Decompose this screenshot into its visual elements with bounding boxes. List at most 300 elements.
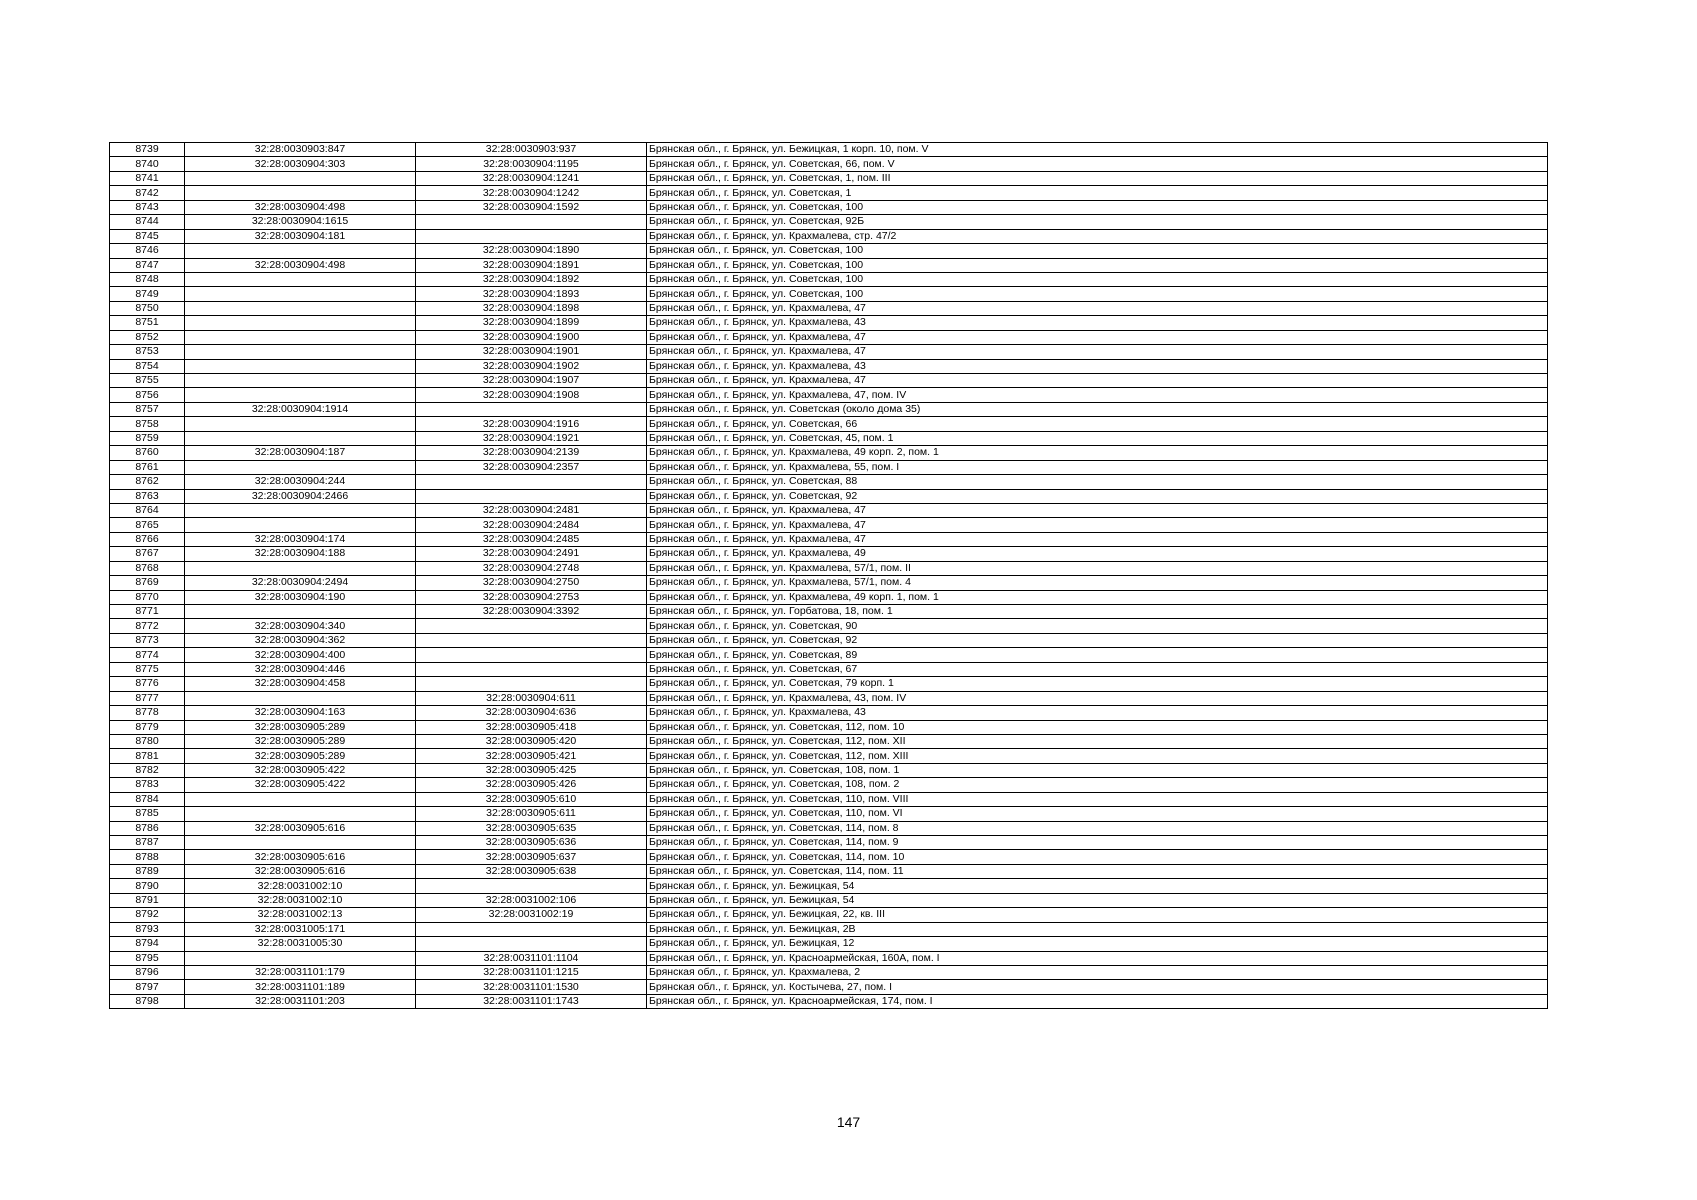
table-row [110,792,1548,806]
row-number-cell: 8750 [110,301,185,315]
cadastral-number-cell: 32:28:0031002:19 [416,908,647,922]
table-row [110,402,1548,416]
table-row [110,908,1548,922]
cadastral-number-cell: 32:28:0030904:1901 [416,345,647,359]
address-cell: Брянская обл., г. Брянск, ул. Советская, 92 [647,633,1548,647]
cadastral-parent-cell: 32:28:0030904:188 [185,547,416,561]
table-row [110,821,1548,835]
table-row [110,605,1548,619]
cadastral-number-cell: 32:28:0030904:1898 [416,301,647,315]
table-row [110,893,1548,907]
row-number-cell: 8792 [110,908,185,922]
row-number-cell: 8746 [110,244,185,258]
table-row [110,532,1548,546]
cadastral-parent-cell [185,431,416,445]
cadastral-parent-cell: 32:28:0030904:498 [185,200,416,214]
cadastral-number-cell [416,489,647,503]
cadastral-parent-cell: 32:28:0030904:244 [185,475,416,489]
table-row [110,244,1548,258]
row-number-cell: 8794 [110,937,185,951]
row-number-cell: 8790 [110,879,185,893]
table-row [110,157,1548,171]
address-cell: Брянская обл., г. Брянск, ул. Советская, 114, пом. 11 [647,864,1548,878]
address-cell: Брянская обл., г. Брянск, ул. Крахмалева, 49 корп. 2, пом. 1 [647,446,1548,460]
cadastral-number-cell [416,662,647,676]
address-cell: Брянская обл., г. Брянск, ул. Советская, 100 [647,244,1548,258]
cadastral-parent-cell [185,388,416,402]
table-row [110,951,1548,965]
address-cell: Брянская обл., г. Брянск, ул. Советская, 88 [647,475,1548,489]
cadastral-parent-cell: 32:28:0031002:10 [185,879,416,893]
table-row [110,287,1548,301]
row-number-cell: 8781 [110,749,185,763]
row-number-cell: 8747 [110,258,185,272]
address-cell: Брянская обл., г. Брянск, ул. Советская, 112, пом. 10 [647,720,1548,734]
row-number-cell: 8783 [110,778,185,792]
cadastral-number-cell: 32:28:0031101:1215 [416,965,647,979]
row-number-cell: 8744 [110,215,185,229]
address-cell: Брянская обл., г. Брянск, ул. Горбатова, 18, пом. 1 [647,605,1548,619]
cadastral-parent-cell: 32:28:0030905:422 [185,778,416,792]
address-cell: Брянская обл., г. Брянск, ул. Красноармейская, 160А, пом. I [647,951,1548,965]
registry-table-body [110,143,1548,1009]
row-number-cell: 8768 [110,561,185,575]
cadastral-parent-cell: 32:28:0030904:362 [185,633,416,647]
cadastral-parent-cell [185,460,416,474]
cadastral-parent-cell [185,503,416,517]
table-row [110,272,1548,286]
row-number-cell: 8795 [110,951,185,965]
address-cell: Брянская обл., г. Брянск, ул. Крахмалева, 55, пом. I [647,460,1548,474]
address-cell: Брянская обл., г. Брянск, ул. Бежицкая, 54 [647,879,1548,893]
row-number-cell: 8756 [110,388,185,402]
address-cell: Брянская обл., г. Брянск, ул. Бежицкая, 12 [647,937,1548,951]
row-number-cell: 8759 [110,431,185,445]
row-number-cell: 8797 [110,980,185,994]
cadastral-parent-cell [185,244,416,258]
cadastral-number-cell: 32:28:0030904:2139 [416,446,647,460]
table-row [110,648,1548,662]
address-cell: Брянская обл., г. Брянск, ул. Советская, 108, пом. 2 [647,778,1548,792]
row-number-cell: 8796 [110,965,185,979]
row-number-cell: 8780 [110,734,185,748]
table-row [110,734,1548,748]
table-row [110,965,1548,979]
cadastral-parent-cell [185,316,416,330]
cadastral-number-cell: 32:28:0030903:937 [416,143,647,157]
row-number-cell: 8767 [110,547,185,561]
cadastral-number-cell: 32:28:0030905:420 [416,734,647,748]
cadastral-parent-cell: 32:28:0030903:847 [185,143,416,157]
address-cell: Брянская обл., г. Брянск, ул. Советская, 79 корп. 1 [647,677,1548,691]
page-number: 147 [836,1114,861,1130]
row-number-cell: 8752 [110,330,185,344]
cadastral-parent-cell: 32:28:0030905:289 [185,734,416,748]
cadastral-number-cell: 32:28:0031002:106 [416,893,647,907]
row-number-cell: 8772 [110,619,185,633]
row-number-cell: 8764 [110,503,185,517]
cadastral-number-cell [416,475,647,489]
cadastral-parent-cell: 32:28:0030904:498 [185,258,416,272]
row-number-cell: 8758 [110,417,185,431]
row-number-cell: 8774 [110,648,185,662]
cadastral-parent-cell: 32:28:0030904:400 [185,648,416,662]
cadastral-number-cell [416,229,647,243]
row-number-cell: 8753 [110,345,185,359]
address-cell: Брянская обл., г. Брянск, ул. Советская, 89 [647,648,1548,662]
table-row [110,691,1548,705]
address-cell: Брянская обл., г. Брянск, ул. Костычева, 27, пом. I [647,980,1548,994]
address-cell: Брянская обл., г. Брянск, ул. Крахмалева, 43 [647,359,1548,373]
cadastral-parent-cell [185,417,416,431]
address-cell: Брянская обл., г. Брянск, ул. Крахмалева, 43 [647,316,1548,330]
table-row [110,633,1548,647]
registry-sheet [109,142,1547,1009]
cadastral-number-cell: 32:28:0030905:636 [416,836,647,850]
address-cell: Брянская обл., г. Брянск, ул. Советская, 66 [647,417,1548,431]
address-cell: Брянская обл., г. Брянск, ул. Крахмалева, 2 [647,965,1548,979]
row-number-cell: 8749 [110,287,185,301]
table-row [110,431,1548,445]
table-row [110,547,1548,561]
row-number-cell: 8741 [110,171,185,185]
cadastral-number-cell: 32:28:0030904:1899 [416,316,647,330]
table-row [110,807,1548,821]
cadastral-parent-cell [185,171,416,185]
cadastral-parent-cell: 32:28:0031101:203 [185,994,416,1008]
table-row [110,576,1548,590]
row-number-cell: 8789 [110,864,185,878]
cadastral-number-cell: 32:28:0030904:1921 [416,431,647,445]
table-row [110,374,1548,388]
address-cell: Брянская обл., г. Брянск, ул. Советская, 1 [647,186,1548,200]
table-row [110,850,1548,864]
cadastral-number-cell: 32:28:0030904:1890 [416,244,647,258]
row-number-cell: 8782 [110,763,185,777]
address-cell: Брянская обл., г. Брянск, ул. Крахмалева, 47 [647,532,1548,546]
table-row [110,489,1548,503]
table-row [110,864,1548,878]
row-number-cell: 8787 [110,836,185,850]
address-cell: Брянская обл., г. Брянск, ул. Советская, 114, пом. 10 [647,850,1548,864]
address-cell: Брянская обл., г. Брянск, ул. Крахмалева, стр. 47/2 [647,229,1548,243]
cadastral-parent-cell: 32:28:0030904:2466 [185,489,416,503]
cadastral-parent-cell: 32:28:0030905:289 [185,749,416,763]
row-number-cell: 8766 [110,532,185,546]
cadastral-number-cell: 32:28:0030905:421 [416,749,647,763]
address-cell: Брянская обл., г. Брянск, ул. Крахмалева, 47 [647,301,1548,315]
row-number-cell: 8748 [110,272,185,286]
cadastral-number-cell: 32:28:0030904:1907 [416,374,647,388]
cadastral-parent-cell: 32:28:0031002:13 [185,908,416,922]
address-cell: Брянская обл., г. Брянск, ул. Крахмалева, 49 корп. 1, пом. 1 [647,590,1548,604]
address-cell: Брянская обл., г. Брянск, ул. Бежицкая, 2В [647,922,1548,936]
cadastral-number-cell: 32:28:0030905:418 [416,720,647,734]
cadastral-parent-cell [185,272,416,286]
table-row [110,749,1548,763]
row-number-cell: 8786 [110,821,185,835]
row-number-cell: 8739 [110,143,185,157]
cadastral-parent-cell: 32:28:0030905:422 [185,763,416,777]
row-number-cell: 8762 [110,475,185,489]
row-number-cell: 8742 [110,186,185,200]
address-cell: Брянская обл., г. Брянск, ул. Советская, 100 [647,258,1548,272]
cadastral-number-cell: 32:28:0030904:2484 [416,518,647,532]
cadastral-number-cell: 32:28:0030904:2753 [416,590,647,604]
row-number-cell: 8771 [110,605,185,619]
cadastral-number-cell: 32:28:0030904:1195 [416,157,647,171]
address-cell: Брянская обл., г. Брянск, ул. Советская, 66, пом. V [647,157,1548,171]
row-number-cell: 8770 [110,590,185,604]
cadastral-parent-cell: 32:28:0030905:616 [185,864,416,878]
cadastral-parent-cell [185,345,416,359]
cadastral-parent-cell: 32:28:0030904:1615 [185,215,416,229]
cadastral-number-cell: 32:28:0030904:1242 [416,186,647,200]
row-number-cell: 8784 [110,792,185,806]
cadastral-number-cell: 32:28:0030904:1916 [416,417,647,431]
address-cell: Брянская обл., г. Брянск, ул. Советская, 110, пом. VI [647,807,1548,821]
cadastral-number-cell: 32:28:0030905:611 [416,807,647,821]
address-cell: Брянская обл., г. Брянск, ул. Советская, 92 [647,489,1548,503]
table-row [110,359,1548,373]
row-number-cell: 8751 [110,316,185,330]
cadastral-number-cell [416,879,647,893]
cadastral-parent-cell: 32:28:0031002:10 [185,893,416,907]
cadastral-parent-cell [185,605,416,619]
cadastral-number-cell [416,215,647,229]
cadastral-parent-cell: 32:28:0030905:616 [185,850,416,864]
cadastral-parent-cell [185,691,416,705]
address-cell: Брянская обл., г. Брянск, ул. Советская, 108, пом. 1 [647,763,1548,777]
cadastral-number-cell [416,402,647,416]
table-row [110,345,1548,359]
table-row [110,980,1548,994]
cadastral-number-cell: 32:28:0030905:425 [416,763,647,777]
address-cell: Брянская обл., г. Брянск, ул. Советская, 100 [647,200,1548,214]
table-row [110,143,1548,157]
cadastral-number-cell: 32:28:0030904:2357 [416,460,647,474]
cadastral-parent-cell: 32:28:0030904:2494 [185,576,416,590]
table-row [110,836,1548,850]
cadastral-number-cell: 32:28:0030905:638 [416,864,647,878]
cadastral-number-cell: 32:28:0030904:1893 [416,287,647,301]
table-row [110,460,1548,474]
cadastral-parent-cell [185,518,416,532]
table-row [110,662,1548,676]
cadastral-parent-cell [185,807,416,821]
cadastral-parent-cell: 32:28:0030904:303 [185,157,416,171]
row-number-cell: 8778 [110,706,185,720]
table-row [110,619,1548,633]
cadastral-parent-cell [185,561,416,575]
cadastral-number-cell: 32:28:0031101:1104 [416,951,647,965]
cadastral-parent-cell [185,301,416,315]
cadastral-number-cell: 32:28:0030904:2485 [416,532,647,546]
table-row [110,446,1548,460]
cadastral-number-cell [416,633,647,647]
address-cell: Брянская обл., г. Брянск, ул. Советская, 100 [647,272,1548,286]
address-cell: Брянская обл., г. Брянск, ул. Крахмалева, 43 [647,706,1548,720]
row-number-cell: 8779 [110,720,185,734]
cadastral-parent-cell: 32:28:0030904:187 [185,446,416,460]
cadastral-number-cell: 32:28:0031101:1743 [416,994,647,1008]
cadastral-number-cell: 32:28:0030904:1891 [416,258,647,272]
cadastral-number-cell: 32:28:0030905:426 [416,778,647,792]
row-number-cell: 8776 [110,677,185,691]
cadastral-parent-cell: 32:28:0030904:458 [185,677,416,691]
address-cell: Брянская обл., г. Брянск, ул. Советская, 110, пом. VIII [647,792,1548,806]
table-row [110,518,1548,532]
cadastral-parent-cell: 32:28:0031005:171 [185,922,416,936]
table-row [110,475,1548,489]
cadastral-parent-cell: 32:28:0031101:179 [185,965,416,979]
row-number-cell: 8745 [110,229,185,243]
row-number-cell: 8761 [110,460,185,474]
table-row [110,171,1548,185]
address-cell: Брянская обл., г. Брянск, ул. Крахмалева, 57/1, пом. II [647,561,1548,575]
address-cell: Брянская обл., г. Брянск, ул. Советская, 45, пом. 1 [647,431,1548,445]
address-cell: Брянская обл., г. Брянск, ул. Советская, 67 [647,662,1548,676]
table-row [110,229,1548,243]
address-cell: Брянская обл., г. Брянск, ул. Крахмалева, 47 [647,503,1548,517]
address-cell: Брянская обл., г. Брянск, ул. Красноармейская, 174, пом. I [647,994,1548,1008]
cadastral-parent-cell: 32:28:0030904:181 [185,229,416,243]
row-number-cell: 8775 [110,662,185,676]
row-number-cell: 8743 [110,200,185,214]
address-cell: Брянская обл., г. Брянск, ул. Советская, 100 [647,287,1548,301]
cadastral-parent-cell: 32:28:0031005:30 [185,937,416,951]
row-number-cell: 8755 [110,374,185,388]
cadastral-number-cell [416,648,647,662]
cadastral-number-cell [416,677,647,691]
row-number-cell: 8760 [110,446,185,460]
row-number-cell: 8788 [110,850,185,864]
table-row [110,301,1548,315]
address-cell: Брянская обл., г. Брянск, ул. Советская, 114, пом. 9 [647,836,1548,850]
address-cell: Брянская обл., г. Брянск, ул. Советская, 114, пом. 8 [647,821,1548,835]
row-number-cell: 8777 [110,691,185,705]
cadastral-number-cell [416,922,647,936]
row-number-cell: 8740 [110,157,185,171]
address-cell: Брянская обл., г. Брянск, ул. Крахмалева, 47 [647,518,1548,532]
address-cell: Брянская обл., г. Брянск, ул. Советская, 112, пом. XIII [647,749,1548,763]
table-row [110,330,1548,344]
address-cell: Брянская обл., г. Брянск, ул. Крахмалева, 49 [647,547,1548,561]
cadastral-number-cell: 32:28:0030904:1900 [416,330,647,344]
address-cell: Брянская обл., г. Брянск, ул. Советская, 92Б [647,215,1548,229]
cadastral-number-cell: 32:28:0030905:635 [416,821,647,835]
cadastral-parent-cell: 32:28:0030904:174 [185,532,416,546]
cadastral-parent-cell [185,951,416,965]
address-cell: Брянская обл., г. Брянск, ул. Крахмалева, 47, пом. IV [647,388,1548,402]
table-row [110,879,1548,893]
table-row [110,763,1548,777]
address-cell: Брянская обл., г. Брянск, ул. Бежицкая, 54 [647,893,1548,907]
cadastral-number-cell: 32:28:0030905:637 [416,850,647,864]
row-number-cell: 8763 [110,489,185,503]
table-row [110,388,1548,402]
table-row [110,720,1548,734]
address-cell: Брянская обл., г. Брянск, ул. Крахмалева, 47 [647,374,1548,388]
cadastral-parent-cell [185,836,416,850]
address-cell: Брянская обл., г. Брянск, ул. Советская, 1, пом. III [647,171,1548,185]
cadastral-number-cell: 32:28:0030904:1892 [416,272,647,286]
cadastral-number-cell [416,619,647,633]
table-row [110,316,1548,330]
cadastral-parent-cell [185,359,416,373]
cadastral-parent-cell: 32:28:0030904:190 [185,590,416,604]
row-number-cell: 8785 [110,807,185,821]
cadastral-number-cell: 32:28:0030904:2750 [416,576,647,590]
cadastral-parent-cell: 32:28:0030904:163 [185,706,416,720]
cadastral-number-cell: 32:28:0030904:2481 [416,503,647,517]
cadastral-number-cell: 32:28:0030904:1592 [416,200,647,214]
address-cell: Брянская обл., г. Брянск, ул. Крахмалева, 47 [647,345,1548,359]
cadastral-parent-cell: 32:28:0030904:446 [185,662,416,676]
address-cell: Брянская обл., г. Брянск, ул. Крахмалева, 43, пом. IV [647,691,1548,705]
row-number-cell: 8765 [110,518,185,532]
cadastral-number-cell: 32:28:0030904:2748 [416,561,647,575]
cadastral-number-cell: 32:28:0030904:1241 [416,171,647,185]
address-cell: Брянская обл., г. Брянск, ул. Крахмалева, 57/1, пом. 4 [647,576,1548,590]
row-number-cell: 8757 [110,402,185,416]
cadastral-parent-cell [185,374,416,388]
cadastral-number-cell: 32:28:0030904:2491 [416,547,647,561]
table-row [110,186,1548,200]
cadastral-parent-cell: 32:28:0031101:189 [185,980,416,994]
table-row [110,994,1548,1008]
table-row [110,417,1548,431]
address-cell: Брянская обл., г. Брянск, ул. Советская, 112, пом. XII [647,734,1548,748]
table-row [110,590,1548,604]
cadastral-parent-cell [185,287,416,301]
row-number-cell: 8798 [110,994,185,1008]
row-number-cell: 8793 [110,922,185,936]
row-number-cell: 8754 [110,359,185,373]
cadastral-parent-cell: 32:28:0030904:1914 [185,402,416,416]
cadastral-parent-cell: 32:28:0030905:289 [185,720,416,734]
cadastral-parent-cell [185,330,416,344]
address-cell: Брянская обл., г. Брянск, ул. Советская (около дома 35) [647,402,1548,416]
cadastral-parent-cell: 32:28:0030905:616 [185,821,416,835]
table-row [110,503,1548,517]
cadastral-number-cell [416,937,647,951]
cadastral-number-cell: 32:28:0030904:611 [416,691,647,705]
table-row [110,258,1548,272]
cadastral-parent-cell [185,792,416,806]
cadastral-number-cell: 32:28:0030904:1908 [416,388,647,402]
cadastral-number-cell: 32:28:0030904:1902 [416,359,647,373]
table-row [110,561,1548,575]
cadastral-number-cell: 32:28:0030905:610 [416,792,647,806]
row-number-cell: 8769 [110,576,185,590]
table-row [110,937,1548,951]
table-row [110,677,1548,691]
table-row [110,200,1548,214]
cadastral-number-cell: 32:28:0031101:1530 [416,980,647,994]
address-cell: Брянская обл., г. Брянск, ул. Бежицкая, 1 корп. 10, пом. V [647,143,1548,157]
table-row [110,215,1548,229]
row-number-cell: 8791 [110,893,185,907]
address-cell: Брянская обл., г. Брянск, ул. Бежицкая, 22, кв. III [647,908,1548,922]
address-cell: Брянская обл., г. Брянск, ул. Советская, 90 [647,619,1548,633]
row-number-cell: 8773 [110,633,185,647]
cadastral-parent-cell [185,186,416,200]
table-row [110,922,1548,936]
table-row [110,706,1548,720]
cadastral-number-cell: 32:28:0030904:636 [416,706,647,720]
cadastral-number-cell: 32:28:0030904:3392 [416,605,647,619]
